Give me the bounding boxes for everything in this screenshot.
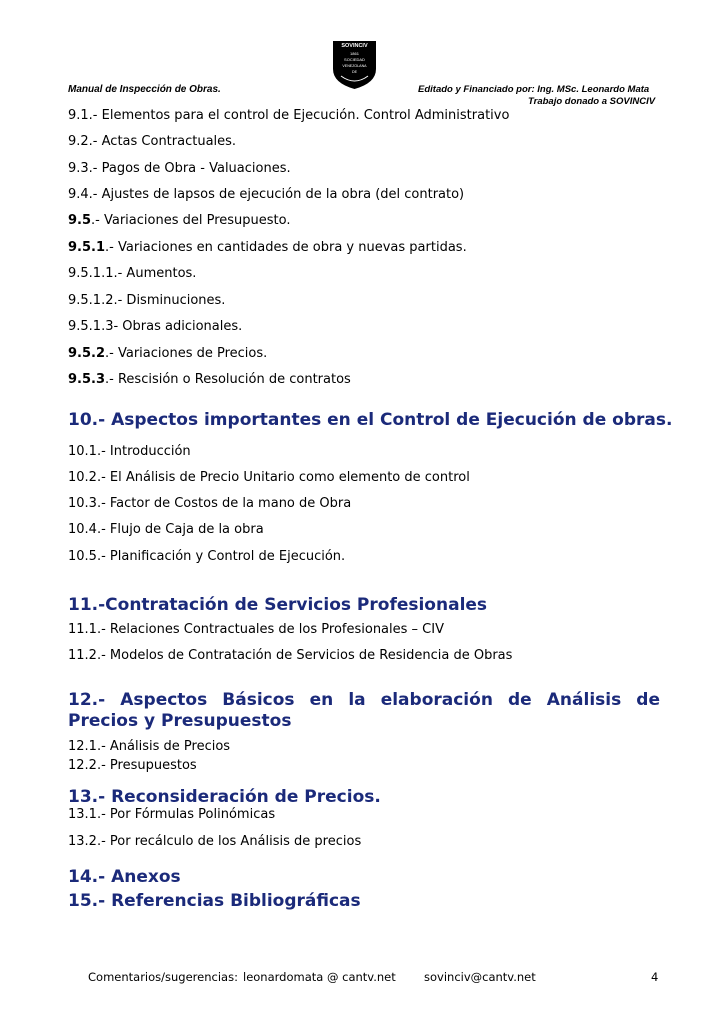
list-item: 9.3.- Pagos de Obra - Valuaciones. xyxy=(68,161,291,176)
section-11-title: 11.-Contratación de Servicios Profesionales xyxy=(68,595,488,615)
svg-text:VENEZOLANA: VENEZOLANA xyxy=(342,64,367,68)
list-item: 9.2.- Actas Contractuales. xyxy=(68,134,237,149)
section-13-title: 13.- Reconsideración de Precios. xyxy=(68,787,381,807)
list-item: 12.1.- Análisis de Precios xyxy=(68,739,231,754)
sovinciv-logo xyxy=(331,41,378,89)
list-item: 9.5.1.3- Obras adicionales. xyxy=(68,319,243,334)
page-number: 4 xyxy=(651,970,659,984)
header-editor-line: Editado y Financiado por: Ing. MSc. Leonardo Mata xyxy=(418,84,650,95)
list-item: 9.5.3.- Rescisión o Resolución de contratos xyxy=(68,372,351,387)
footer-label: Comentarios/sugerencias: xyxy=(88,970,238,984)
list-item: 13.1.- Por Fórmulas Polinómicas xyxy=(68,807,276,822)
list-item: 10.3.- Factor de Costos de la mano de Obra xyxy=(68,496,352,511)
section-12-title: 12.- Aspectos Básicos en la elaboración de Análisis de Precios y Presupuestos xyxy=(68,690,660,731)
list-item: 11.1.- Relaciones Contractuales de los Profesionales – CIV xyxy=(68,622,444,637)
list-item: 10.5.- Planificación y Control de Ejecución. xyxy=(68,549,346,564)
header-donation-line: Trabajo donado a SOVINCIV xyxy=(528,96,656,107)
section-10-title: 10.- Aspectos importantes en el Control de Ejecución de obras. xyxy=(68,410,673,430)
section-14-title: 14.- Anexos xyxy=(68,867,181,887)
footer-email-1[interactable]: leonardomata @ cantv.net xyxy=(243,970,396,984)
section-15-title: 15.- Referencias Bibliográficas xyxy=(68,891,361,911)
svg-text:SOVINCIV: SOVINCIV xyxy=(341,43,368,49)
list-item: 9.5.1.2.- Disminuciones. xyxy=(68,293,226,308)
list-item: 11.2.- Modelos de Contratación de Servicios de Residencia de Obras xyxy=(68,648,513,663)
list-item: 10.1.- Introducción xyxy=(68,444,191,459)
svg-text:DE: DE xyxy=(352,70,357,74)
svg-text:1861: 1861 xyxy=(350,51,359,56)
list-item: 9.5.- Variaciones del Presupuesto. xyxy=(68,213,291,228)
footer-email-2[interactable]: sovinciv@cantv.net xyxy=(424,970,536,984)
list-item: 9.5.1.1.- Aumentos. xyxy=(68,266,197,281)
list-item: 9.5.1.- Variaciones en cantidades de obra y nuevas partidas. xyxy=(68,240,467,255)
list-item: 12.2.- Presupuestos xyxy=(68,758,197,773)
list-item: 9.1.- Elementos para el control de Ejecución. Control Administrativo xyxy=(68,108,510,123)
svg-text:SOCIEDAD: SOCIEDAD xyxy=(344,57,365,62)
list-item: 9.4.- Ajustes de lapsos de ejecución de la obra (del contrato) xyxy=(68,187,465,202)
list-item: 9.5.2.- Variaciones de Precios. xyxy=(68,346,268,361)
list-item: 10.2.- El Análisis de Precio Unitario como elemento de control xyxy=(68,470,470,485)
list-item: 13.2.- Por recálculo de los Análisis de precios xyxy=(68,834,362,849)
header-manual-title: Manual de Inspección de Obras. xyxy=(68,84,221,95)
list-item: 10.4.- Flujo de Caja de la obra xyxy=(68,522,264,537)
